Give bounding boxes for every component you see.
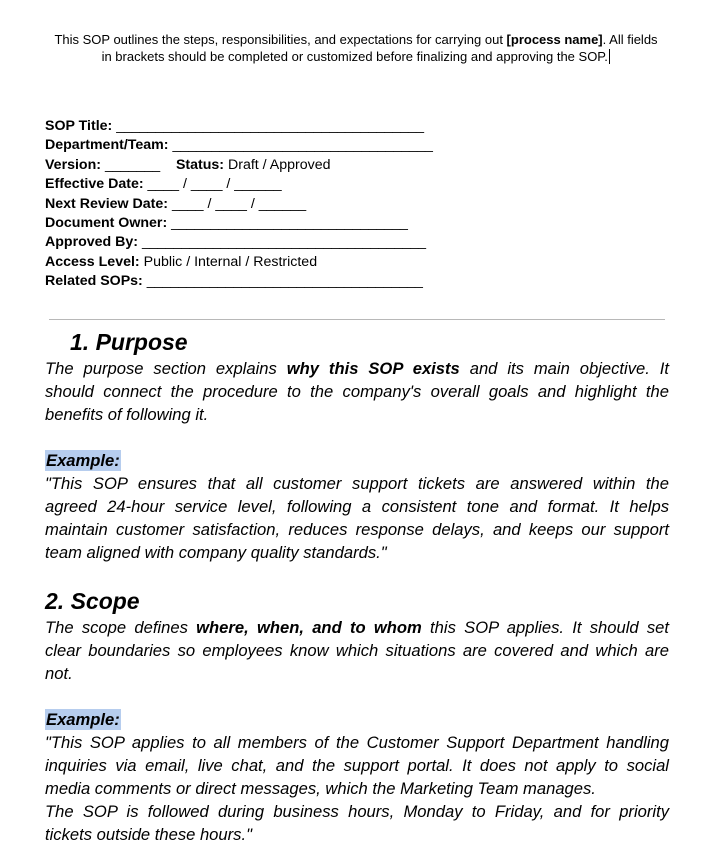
next-review-date-field[interactable]: Next Review Date: ____ / ____ / ______ (45, 195, 307, 212)
sop-metadata-block (45, 117, 475, 292)
document-owner-field[interactable]: Document Owner: ______________________________ (45, 215, 408, 232)
intro-line-1: This SOP outlines the steps, responsibilities, and expectations for carrying out [process name]. All fields (54, 32, 658, 47)
department-field[interactable]: Department/Team: _________________________________ (45, 137, 433, 154)
purpose-paragraph: The purpose section explains why this SOP exists and its main objective. It should connect the procedure to the company's overall goals and highlight the benefits of following it. (45, 359, 669, 424)
effective-date-field[interactable]: Effective Date: ____ / ____ / ______ (45, 176, 282, 193)
text-cursor (609, 49, 611, 64)
sop-title-field[interactable]: SOP Title: _______________________________________ (45, 118, 424, 134)
horizontal-divider (49, 319, 665, 320)
process-name-placeholder: [process name] (506, 32, 603, 47)
approved-by-field[interactable]: Approved By: ____________________________________ (45, 234, 427, 251)
scope-example-label: Example: (46, 710, 120, 729)
purpose-example-label: Example: (46, 451, 120, 470)
version-status-field[interactable]: Version: _______ Status: Draft / Approved (45, 156, 331, 173)
access-level-field[interactable]: Access Level: Public / Internal / Restricted (45, 253, 318, 270)
scope-paragraph: The scope defines where, when, and to whom this SOP applies. It should set clear boundaries so employees know which situations are covered and which are not. (45, 618, 669, 683)
scope-example-text: "This SOP applies to all members of the Customer Support Department handling inquiries via email, live chat, and the support portal. It does not apply to social media comments or direct messages, which the Marketing Team manages. The SOP is followed during business hours, Monday to Friday, and for priority tickets outside these hours." (45, 733, 669, 844)
scope-heading: 2. Scope (45, 588, 140, 614)
intro-paragraph (40, 31, 672, 65)
intro-line-2: in brackets should be completed or customized before finalizing and approving the SOP. (40, 48, 672, 65)
related-sops-field[interactable]: Related SOPs: ___________________________________ (45, 273, 423, 290)
purpose-example-text: "This SOP ensures that all customer support tickets are answered within the agreed 24-hour service level, following a consistent tone and format. It helps maintain customer satisfaction, reduces response delays, and keeps our support team aligned with company quality standards." (45, 474, 669, 562)
purpose-heading: 1. Purpose (70, 329, 188, 355)
